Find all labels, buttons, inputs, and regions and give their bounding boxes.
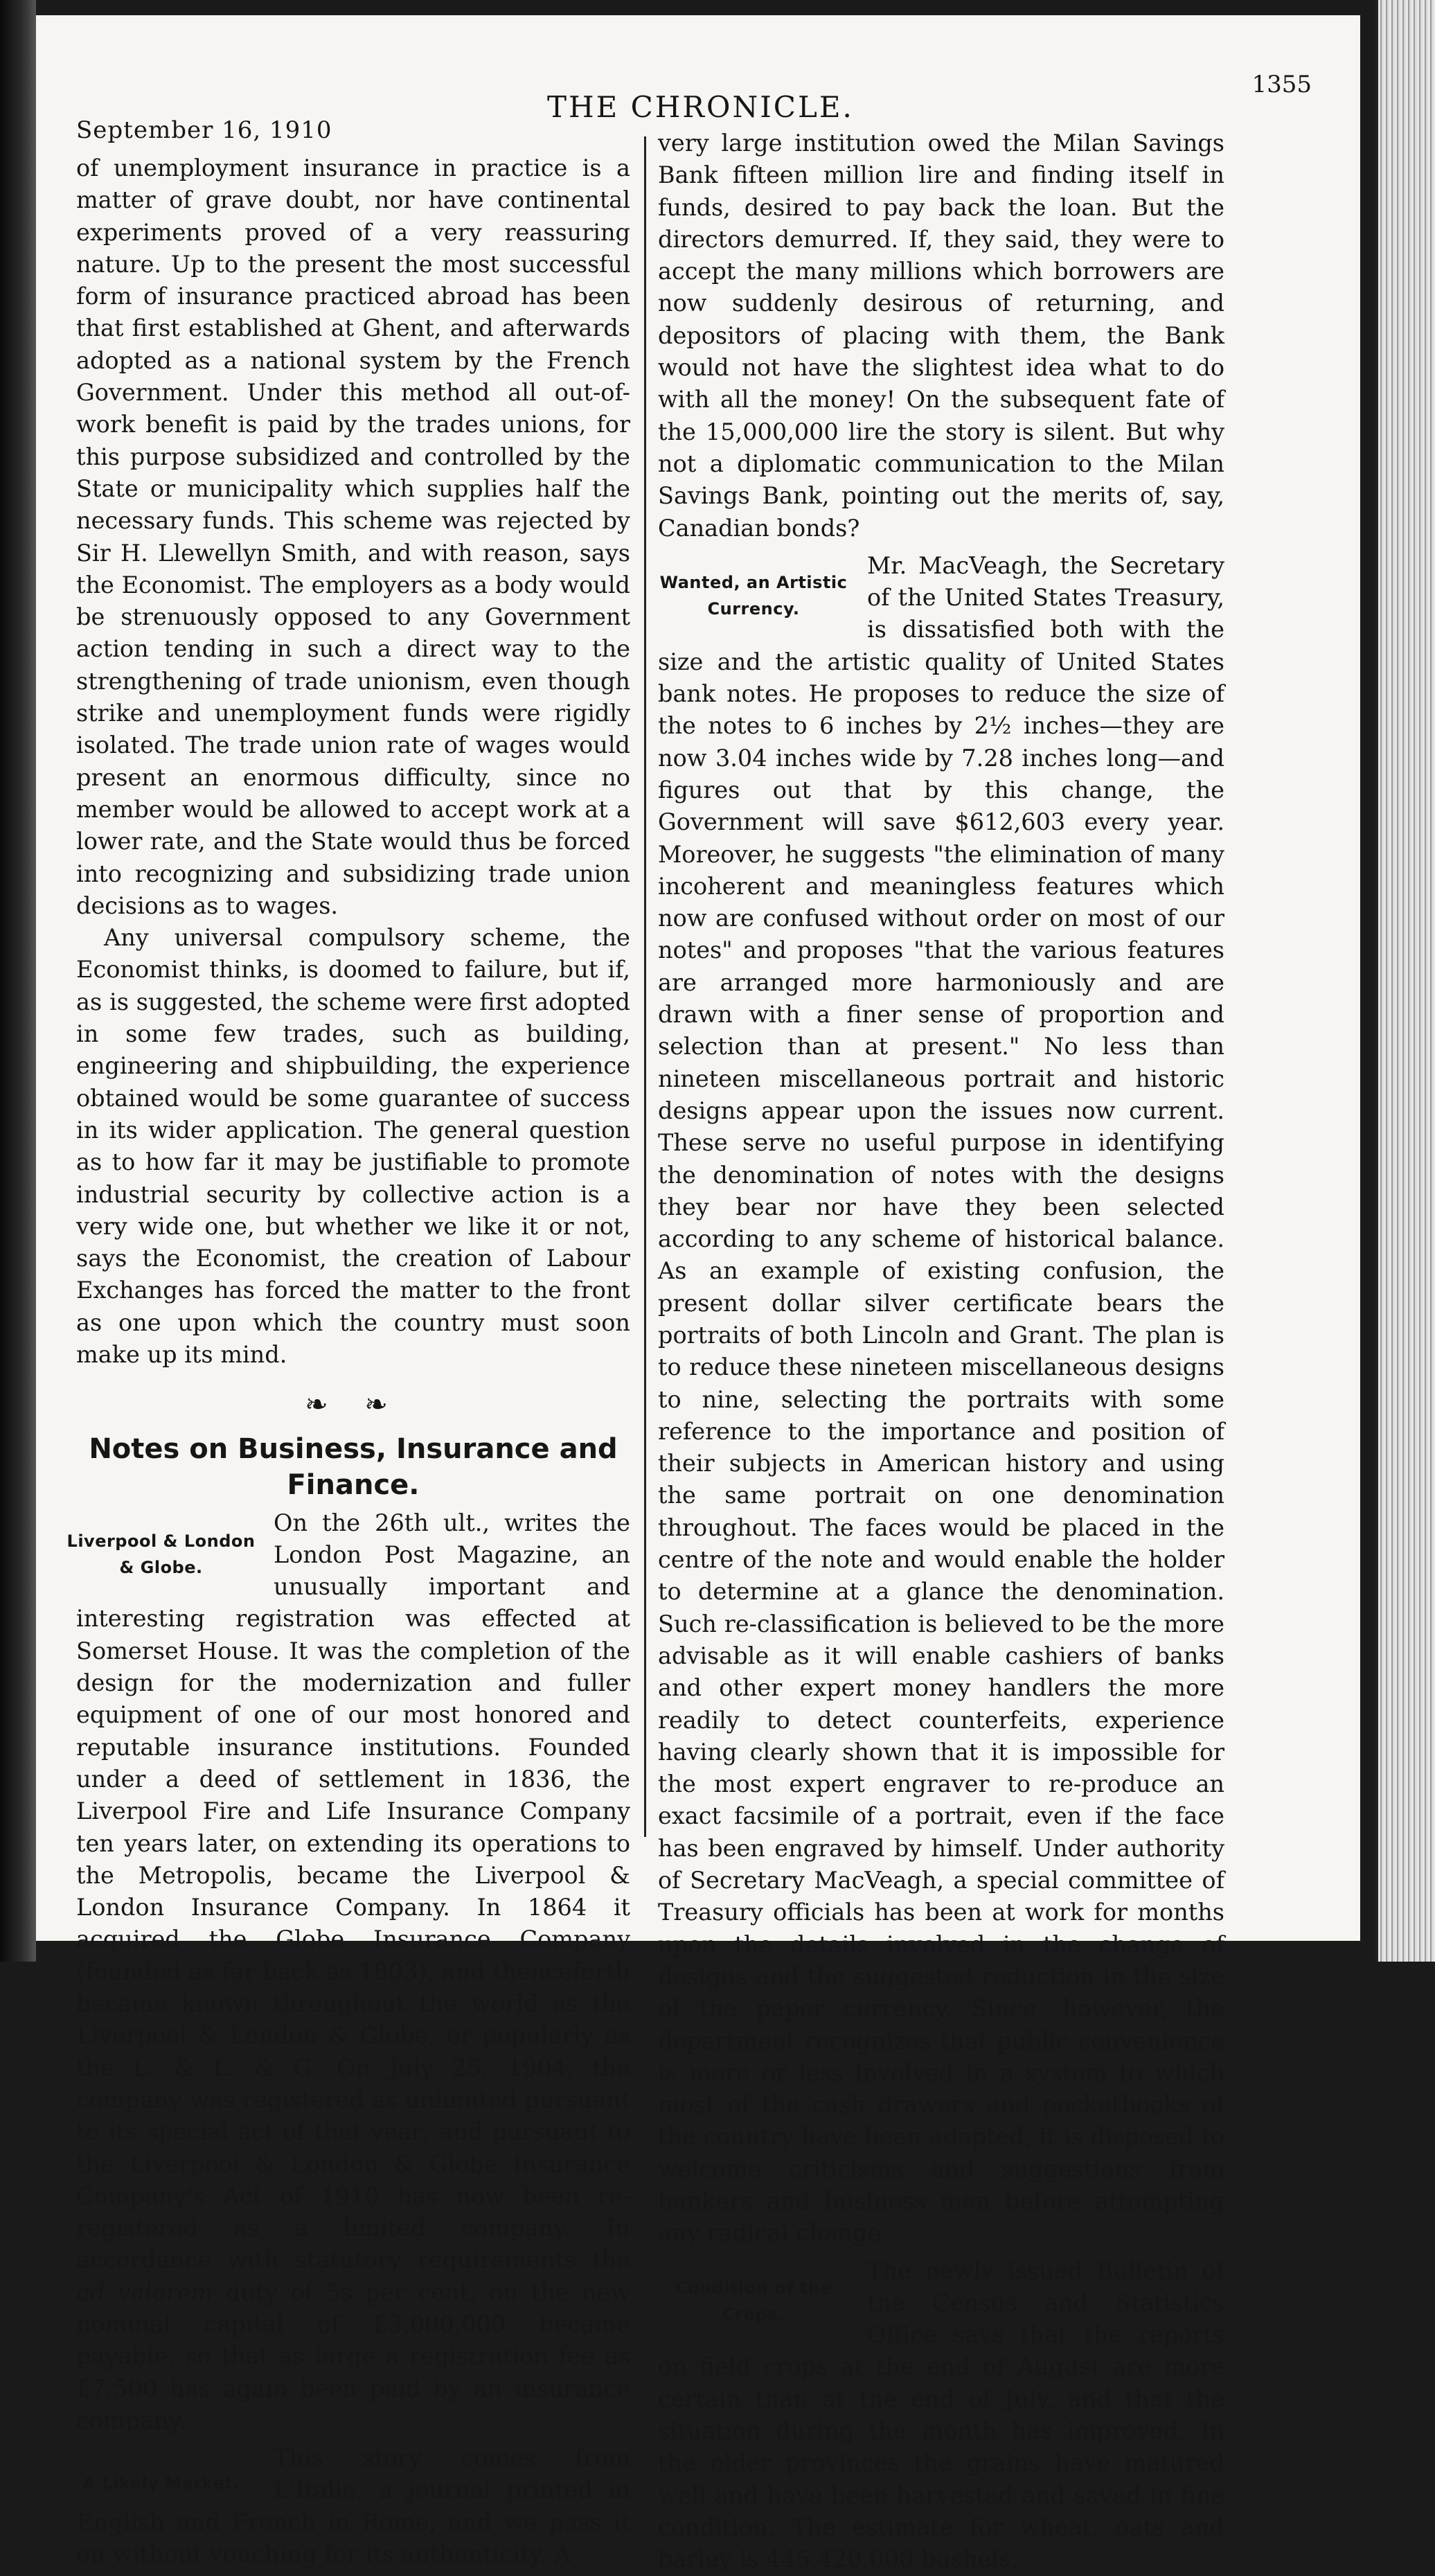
sidenote-likely-market: A Likely Market. (82, 2473, 240, 2494)
article-likely-market: This story comes from L'Italie, a journal printed in English and French in Rome, and we pass it on without vouching for its authenticity. A (76, 2444, 630, 2568)
book-binding-left (0, 0, 36, 1962)
left-column (66, 152, 631, 2570)
article-liverpool-italic: ad valorem (76, 2278, 213, 2306)
column-divider (644, 136, 646, 1837)
right-paragraph-1: very large institution owed the Milan Savings Bank fifteen million lire and finding itself in funds, desired to pay back the loan. But the directors demurred. If, they said, they were to accept the many millions which borrowers are now suddenly desirous of returning, and depositors of placing with them, the Bank would not have the slightest idea what to do with all the money! On the subsequent fate of the 15,000,000 lire the story is silent. But why not a diplomatic communication to the Milan Savings Bank, pointing out the merits of, say, Canadian bonds? (658, 130, 1224, 542)
sidenote-liverpool: Liverpool & London & Globe. (66, 1531, 256, 1577)
article-liverpool-end: duty of 5s per cent. on the new nominal capital of £3,000,000 became payable, so that as large a registration fee as £7,500 has again been paid by an insurance company. (76, 2278, 631, 2434)
left-paragraph-1: of unemployment insurance in practice is a matter of grave doubt, nor have continental experiments proved of a very reassuring nature. Up to the present the most successful form of insurance practiced abroad has been that first established at Ghent, and afterwards adopted as a national system by the French Government. Under this method all out-of-work benefit is paid by the trades unions, for this purpose subsidized and controlled by the State or municipality which supplies half the necessary funds. This scheme was rejected by Sir H. Llewellyn Smith, and with reason, says the Economist. The employers as a body would be strenuously opposed to any Government action tending in such a direct way to the strengthening of trade unionism, even though strike and unemployment funds were rigidly isolated. The trade union rate of wages would present an enormous difficulty, since no member would be allowed to accept work at a lower rate, and the State would thus be forced into recognizing and subsidizing trade union decisions as to wages. (76, 154, 630, 919)
left-paragraph-2: Any universal compulsory scheme, the Economist thinks, is doomed to failure, but if, as is suggested, the scheme were first adopted in some few trades, such as building, engineering and shipbuilding, the experience obtained would be some guarantee of success in its wider application. The general question as to how far it may be justifiable to promote industrial security by collective action is a very wide one, but whether we like it or not, says the Economist, the creation of Labour Exchanges has forced the matter to the front as one upon which the country must soon make up its mind. (76, 924, 630, 1368)
right-column (658, 127, 1224, 2576)
sidenote-crops: Condition of the Crops. (675, 2277, 832, 2324)
scanned-page (36, 15, 1360, 2573)
article-crops: The newly issued Bulletin of the Census and Statistics Office says that the reports on field crops at the end of August are more certain than at the end of July, and that the situation during the month has improved. In the older provinces the grains have matured well and have been harvested and saved in fine condition. The estimate for wheat, oats and barley is 445,420,000 bushels, (658, 2257, 1224, 2573)
sidenote-artistic-currency: Wanted, an Artistic Currency. (659, 572, 848, 619)
ornament-separator: ❧ ❧ (305, 1389, 402, 1421)
article-artistic-currency: Mr. MacVeagh, the Secretary of the United States Treasury, is dissatisfied both with the size and the artistic quality of United States bank notes. He proposes to reduce the size of the notes to 6 inches by 2½ inches—they are now 3.04 inches wide by 7.28 inches long—and figures out that by this change, the Government will save $612,603 every year. Moreover, he suggests "the elimination of many incoherent and meaningless features which now are confused without order on most of our notes" and proposes "that the various features are arranged more harmoniously and are drawn with a finer sense of proportion and selection than at present." No less than nineteen miscellaneous portrait and historic designs appear upon the issues now current. These serve no useful purpose in identifying the denomination of notes with the designs they bear nor have they been selected according to any scheme of historical balance. As an example of existing confusion, the present dollar silver certificate bears the portraits of both Lincoln and Grant. The plan is to reduce these nineteen miscellaneous designs to nine, selecting the portraits with some reference to the importance and position of their subjects in American history and using the same portrait on one denomination throughout. The faces would be placed in the centre of the note and would enable the holder to determine at a glance the denomination. Such re-classification is believed to be the more advisable as it will enable cashiers of banks and other expert money handlers the more readily to detect counterfeits, experience having clearly shown that it is impossible for the most expert engraver to re-produce an exact facsimile of a portrait, even if the face has been engraved by himself. Under authority of Secretary MacVeagh, a special committee of Treasury officials has been at work for months upon the details involved in the change of designs and the suggested reduction in the size of the paper currency. Since, however, the department recognizes that public convenience is more or less involved in a system to which most of the cash drawers and pocketbooks of the country have been adapted, it is disposed to welcome criticisms and suggestions from bankers and business men before attempting any radical change. (658, 551, 1224, 2247)
article-liverpool (76, 1507, 630, 2437)
article-liverpool-text: On the 26th ult., writes the London Post Magazine, an unusually important and interesting registration was effected at Somerset House. It was the completion of the design for the modernization and fuller equipment of one of our most honored and reputable insurance institutions. Founded under a deed of settlement in 1836, the Liverpool Fire and Life Insurance Company ten years later, on extending its operations to the Metropolis, became the Liverpool & London Insurance Company. In 1864 it acquired the Globe Insurance Company (founded as far back as 1803), and thenceforth became known throughout the world as the Liverpool & London & Globe, or popularly as the L. & L. & G. On July 25, 1904, the company was registered as unlimited pursuant to its special act of that year; and pursuant to the Liverpool & London & Globe Insurance Company's Act of 1910 has now been re-registered as a limited company. In accordance with statutory requirements the (76, 1509, 630, 2274)
header-title: THE CHRONICLE. (547, 90, 854, 124)
book-page-edges (1375, 0, 1435, 1962)
section-heading: Notes on Business, Insurance and Finance. (89, 1432, 618, 1501)
header-date: September 16, 1910 (76, 116, 332, 144)
page-number: 1355 (1251, 71, 1312, 98)
